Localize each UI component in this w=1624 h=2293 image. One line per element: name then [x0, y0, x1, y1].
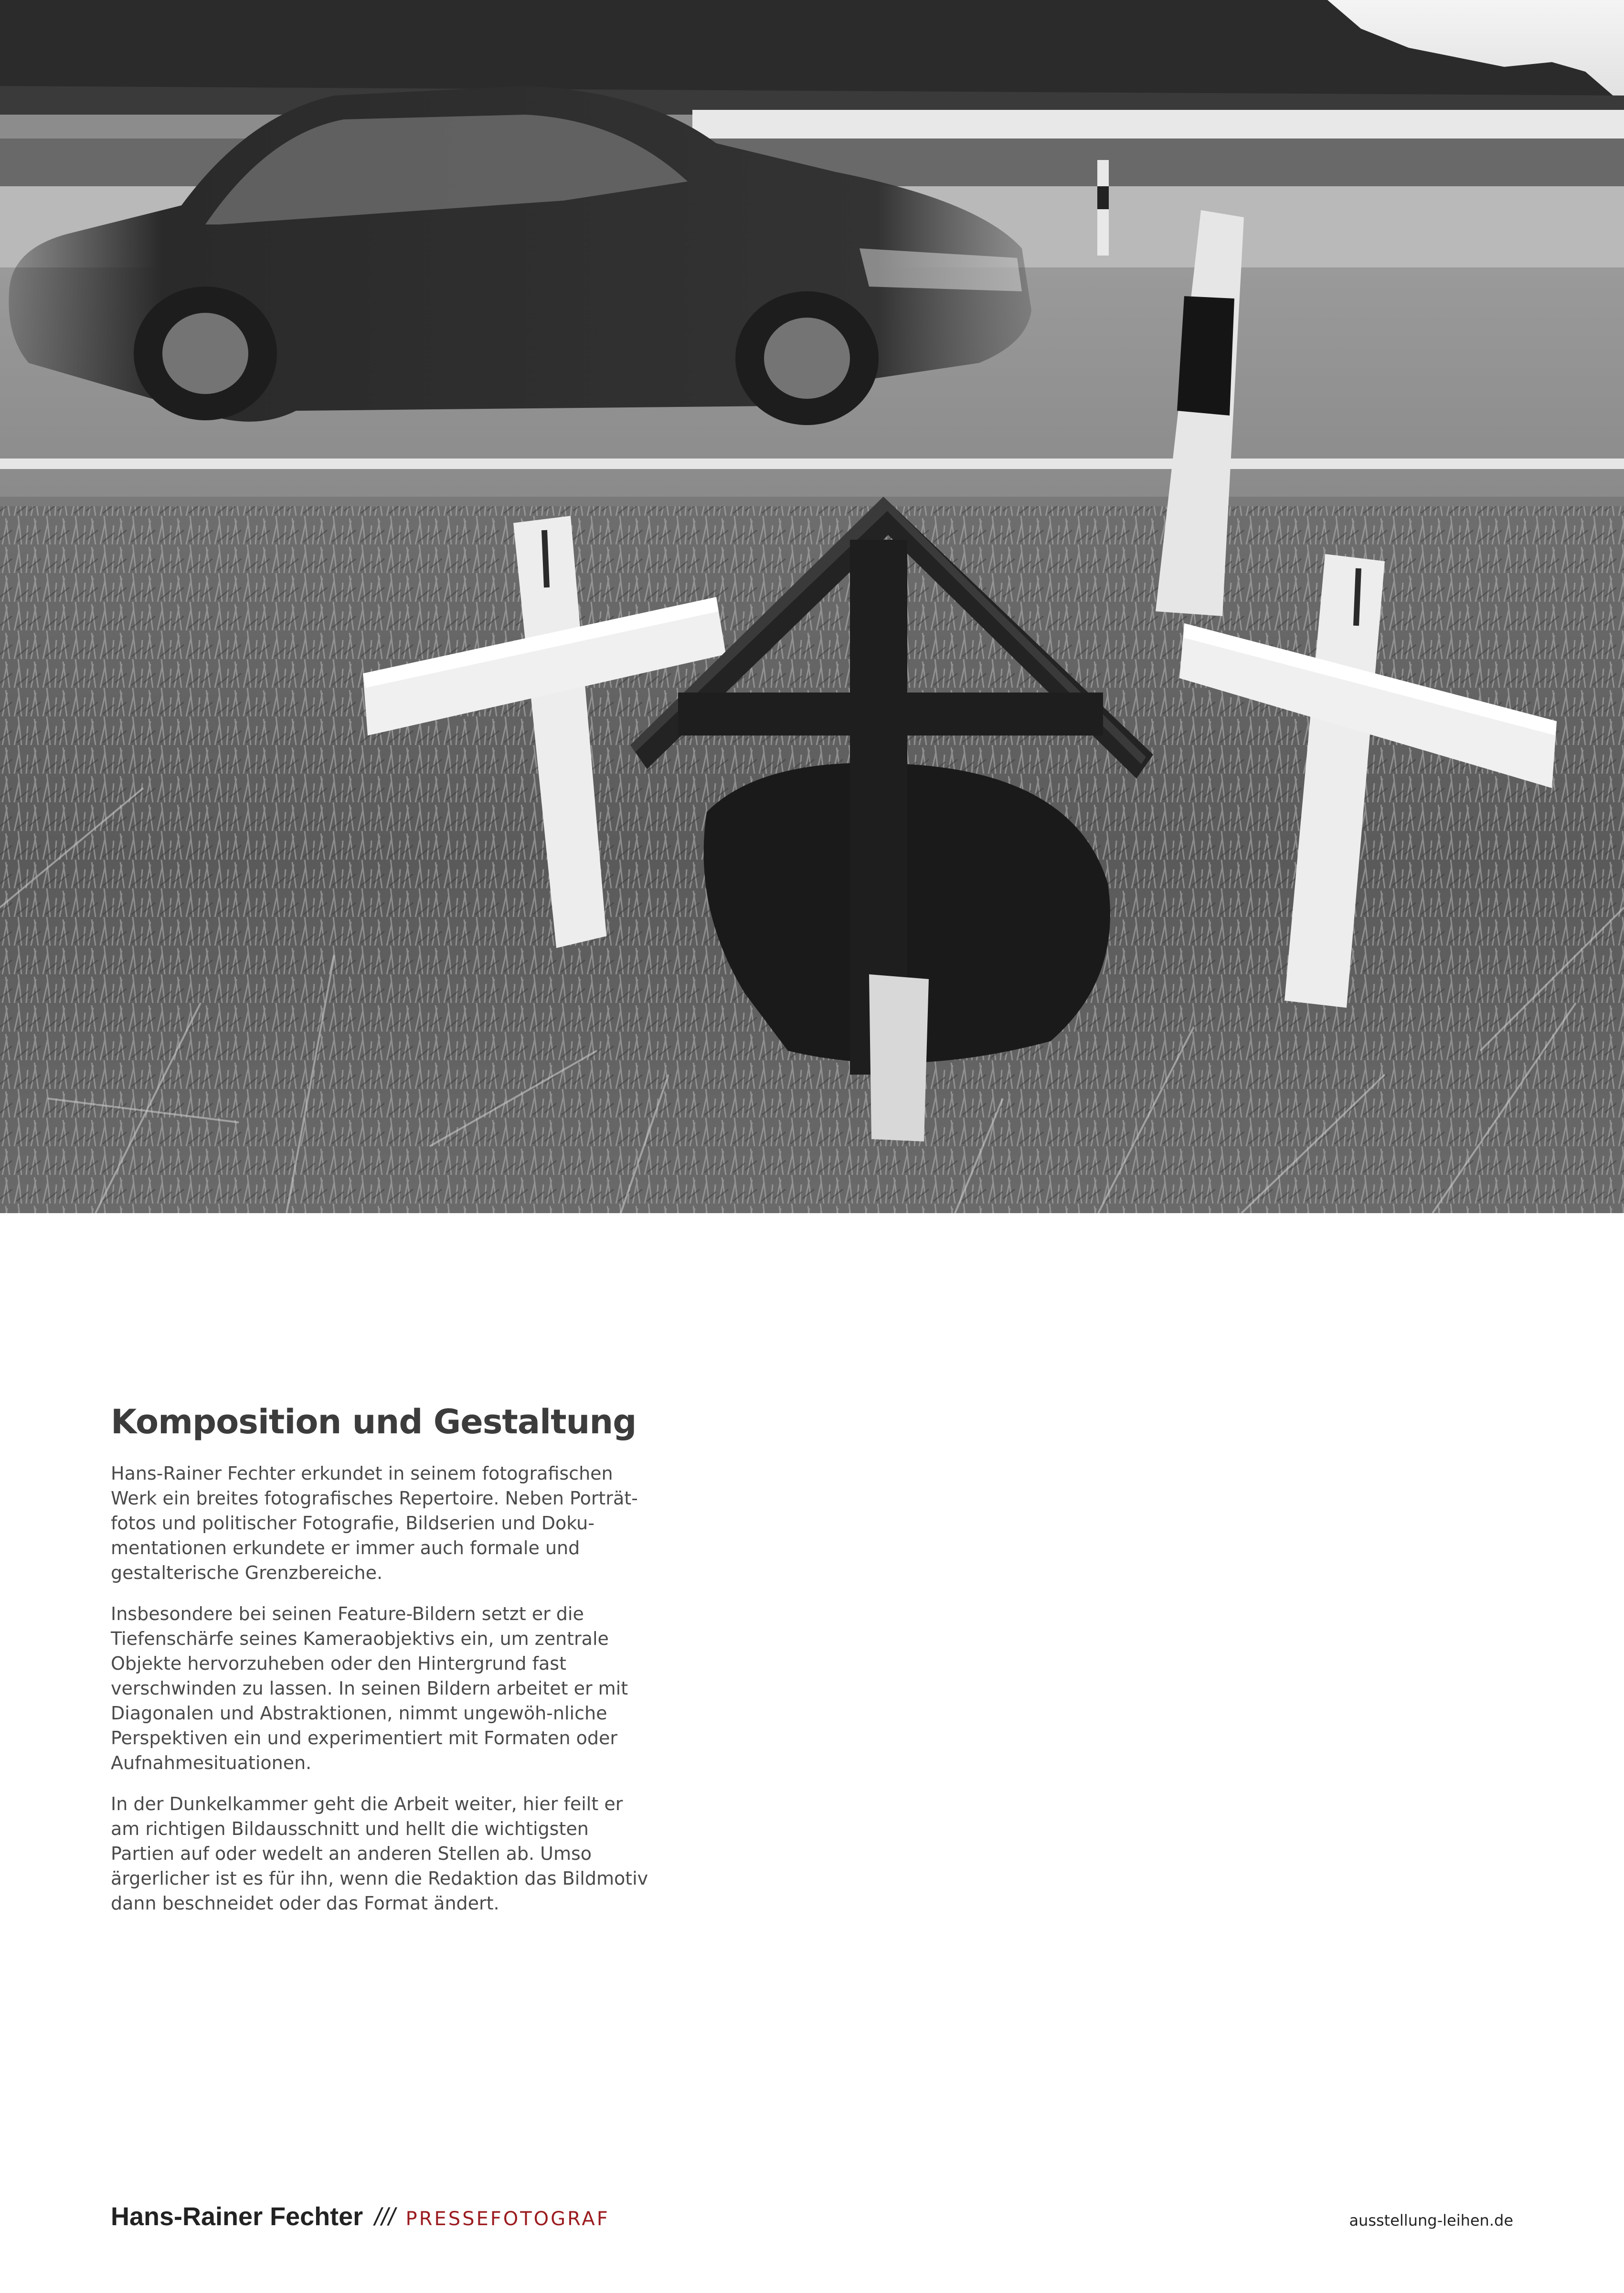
article [111, 1402, 650, 1932]
article-paragraph-1: Hans-Rainer Fechter erkundet in seinem fotografischen Werk ein breites fotografisches Repertoire. Neben Porträt-fotos und politischer Fotografie, Bildserien und Doku-mentationen erkundete er immer auch formale und gestalterische Grenzbereiche. [111, 1463, 638, 1583]
article-heading: Komposition und Gestaltung [111, 1402, 637, 1441]
footer [111, 2202, 1513, 2245]
footer-separator: /// [374, 2203, 395, 2231]
footer-brand [111, 2202, 610, 2231]
photographer-name: Hans-Rainer Fechter [111, 2202, 363, 2231]
photographer-role: PRESSEFOTOGRAF [405, 2208, 610, 2230]
article-paragraph-2: Insbesondere bei seinen Feature-Bildern setzt er die Tiefenschärfe seines Kameraobjektivs ein, um zentrale Objekte hervorzuheben oder den Hintergrund fast verschwinden zu lassen. In seinen Bildern arbeitet er mit Diagonalen und Abstraktionen, nimmt ungewöh-nliche Perspektiven ein und experimentiert mit Formaten oder Aufnahmesituationen. [111, 1603, 628, 1773]
article-paragraph-3: In der Dunkelkammer geht die Arbeit weiter, hier feilt er am richtigen Bildausschnitt und hellt die wichtigsten Partien auf oder wedelt an anderen Stellen ab. Umso ärgerlicher ist es für ihn, wenn die Redaktion das Bildmotiv dann beschneidet oder das Format ändert. [111, 1793, 648, 1914]
website-link[interactable]: ausstellung-leihen.de [1349, 2211, 1513, 2229]
